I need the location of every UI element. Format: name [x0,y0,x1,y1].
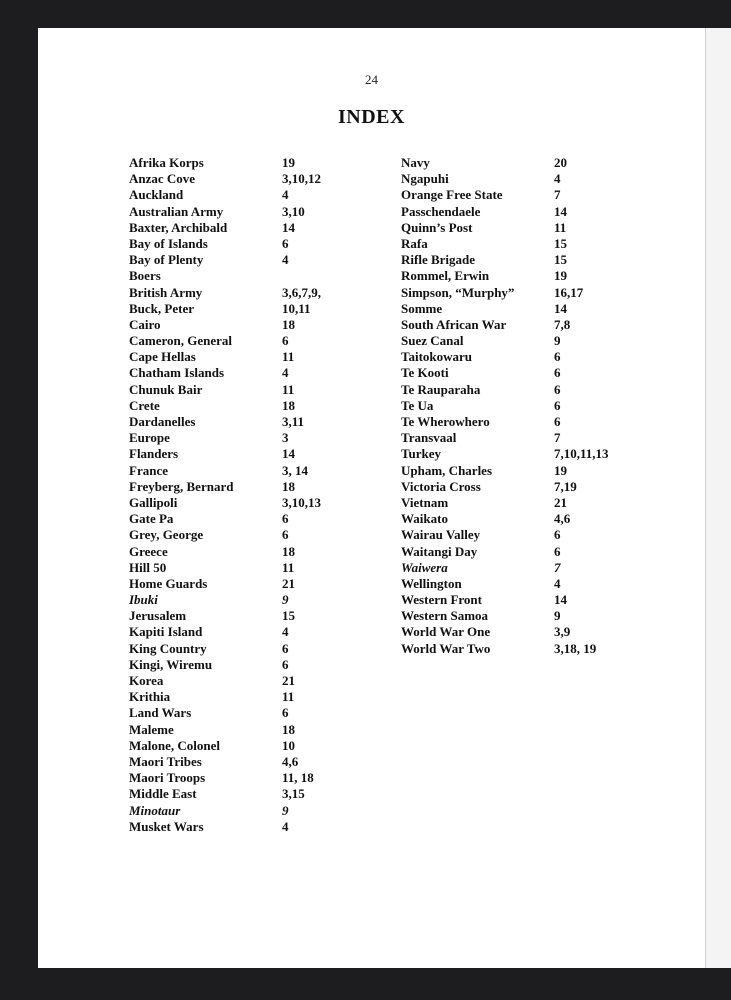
index-term: Greece [129,543,168,559]
index-page-refs: 15 [554,252,567,268]
index-term: Afrika Korps [129,155,204,170]
index-term: Buck, Peter [129,300,194,316]
index-page-refs: 14 [282,446,295,462]
index-term: Anzac Cove [129,171,196,187]
index-term: Flanders [129,446,179,462]
index-page-refs: 18 [282,721,295,737]
index-term: Taitokowaru [401,349,473,365]
index-term: Malone, Colonel [129,737,220,753]
index-page-refs: 18 [282,543,295,559]
index-term: Dardanelles [129,414,196,429]
index-term: Upham, Charles [401,462,493,478]
index-term: Hill 50 [129,559,167,575]
index-page-refs: 4 [554,575,561,591]
index-term: Simpson, “Murphy” [401,284,515,300]
adjacent-page-edge [705,28,731,968]
index-page-refs: 3,10 [282,203,305,219]
index-page-refs: 6 [554,527,561,543]
index-page-refs: 18 [282,316,295,332]
index-page-refs: 4 [282,818,289,834]
index-term: Gallipoli [129,494,178,510]
index-term: Maori Tribes [129,753,202,769]
index-term: Kingi, Wiremu [129,656,213,672]
index-term: Gate Pa [129,511,174,527]
index-page-refs: 6 [554,397,561,413]
index-page-refs: 6 [554,543,561,559]
index-page-refs: 11 [282,559,295,575]
index-page-refs: 7 [554,559,561,575]
index-page-refs: 19 [554,268,567,284]
index-term: Ngapuhi [401,171,449,187]
index-term: Auckland [129,187,184,203]
index-page-refs: 11 [282,349,295,365]
index-term: Baxter, Archibald [129,219,228,235]
index-page-refs: 7 [554,187,561,203]
index-page-refs: 6 [282,333,289,349]
index-page-refs: 18 [282,397,295,413]
index-page-refs: 11, 18 [282,770,314,786]
index-term: Boers [129,268,161,284]
index-page-refs: 6 [554,349,561,365]
index-page-refs: 21 [282,575,295,591]
index-term: Te Rauparaha [401,381,481,397]
index-term: Australian Army [129,203,224,219]
index-term: Te Wherowhero [401,414,490,429]
index-page-refs: 3,18, 19 [554,640,597,656]
index-page-refs: 7,8 [554,316,571,332]
index-page-refs: 3,9 [554,624,571,640]
index-term: Rifle Brigade [401,252,476,268]
index-term: Bay of Islands [129,235,208,251]
index-term: Cairo [129,316,161,332]
index-page-refs: 9 [282,802,289,818]
index-page-refs: 11 [554,219,567,235]
index-term: Passchendaele [401,203,481,219]
index-term: Cape Hellas [129,349,196,365]
index-page-refs: 7,10,11,13 [554,446,609,462]
index-term: France [129,462,168,478]
index-page-refs: 4 [282,365,289,381]
index-term: Freyberg, Bernard [129,478,234,494]
index-term: King Country [129,640,207,656]
index-page-refs: 3 [282,430,289,446]
index-term: Te Kooti [401,365,449,381]
index-term: Quinn’s Post [401,219,473,235]
index-page-refs: 16,17 [554,284,584,300]
index-term: Middle East [129,786,197,802]
index-term: Ibuki [129,592,158,608]
index-term: Turkey [401,446,441,462]
index-page-refs: 9 [554,333,561,349]
index-term: Wellington [401,575,462,591]
index-page-refs: 3,11 [282,414,305,429]
index-page-refs: 6 [554,381,561,397]
index-term: Victoria Cross [401,478,481,494]
index-term: Cameron, General [129,333,233,349]
index-page-refs: 9 [554,608,561,624]
index-page-refs: 19 [282,155,295,170]
index-term: Suez Canal [401,333,464,349]
index-page-refs: 6 [554,414,561,429]
index-page-refs: 7 [554,430,561,446]
index-term: Rommel, Erwin [401,268,490,284]
index-page-refs: 3,15 [282,786,305,802]
index-term: Crete [129,397,160,413]
index-term: Krithia [129,689,171,705]
index-page-refs: 6 [282,235,289,251]
index-term: Land Wars [129,705,192,721]
index-term: Rafa [401,235,428,251]
index-page-refs: 4 [282,252,289,268]
index-term: Waitangi Day [401,543,478,559]
index-term: Chatham Islands [129,365,225,381]
index-term: Kapiti Island [129,624,203,640]
index-page-refs: 10 [282,737,295,753]
index-page-refs: 4,6 [282,753,299,769]
index-page-refs: 21 [554,494,567,510]
index-page-refs: 20 [554,155,567,170]
index-page-refs: 10,11 [282,300,311,316]
index-page-refs: 6 [554,365,561,381]
page-number: 24 [365,72,378,87]
index-page-refs: 14 [554,203,567,219]
index-term: Musket Wars [129,818,204,834]
index-term: Waiwera [401,559,448,575]
index-page-refs: 6 [282,640,289,656]
index-term: Transvaal [401,430,457,446]
index-term: Somme [401,300,443,316]
index-term: World War One [401,624,491,640]
index-term: Home Guards [129,575,208,591]
index-term: Navy [401,155,430,170]
index-page-refs: 3,6,7,9, [282,284,321,300]
index-page-refs: 6 [282,511,289,527]
index-page-refs: 3,10,12 [282,171,321,187]
index-page-refs: 9 [282,592,289,608]
index-term: Wairau Valley [401,527,481,543]
index-term: Chunuk Bair [129,381,203,397]
index-term: Korea [129,673,164,688]
index-term: Grey, George [129,527,204,543]
index-term: Minotaur [129,802,181,818]
index-page-refs: 14 [554,300,567,316]
index-page-refs: 4 [282,187,289,203]
index-page-refs: 14 [554,592,567,608]
index-term: Europe [129,430,170,446]
index-term: Waikato [401,511,448,527]
index-term: Maleme [129,721,174,737]
index-term: Maori Troops [129,770,206,786]
index-term: World War Two [401,640,491,656]
index-page-refs: 4 [282,624,289,640]
index-term: Western Front [401,592,482,608]
index-page-refs: 4 [554,171,561,187]
index-term: British Army [129,284,203,300]
index-page-refs: 15 [554,235,567,251]
index-term: Vietnam [401,494,449,510]
index-term: Bay of Plenty [129,252,204,268]
index-page-refs: 15 [282,608,295,624]
index-page-refs: 11 [282,381,295,397]
index-page-refs: 19 [554,462,567,478]
index-page-refs: 6 [282,705,289,721]
index-page-refs: 3,10,13 [282,494,321,510]
index-page-refs: 6 [282,656,289,672]
index-page-refs: 18 [282,478,295,494]
index-term: Western Samoa [401,608,489,624]
index-page-refs: 3, 14 [282,462,308,478]
index-page-refs: 21 [282,673,295,688]
document-page [38,28,705,968]
index-page-refs: 7,19 [554,478,577,494]
index-page-refs: 4,6 [554,511,571,527]
index-page-refs: 6 [282,527,289,543]
index-term: Jerusalem [129,608,187,624]
index-page-refs: 11 [282,689,295,705]
index-term: Te Ua [401,397,434,413]
index-term: South African War [401,316,507,332]
page-title: INDEX [338,106,405,128]
index-term: Orange Free State [401,187,503,203]
index-page-refs: 14 [282,219,295,235]
